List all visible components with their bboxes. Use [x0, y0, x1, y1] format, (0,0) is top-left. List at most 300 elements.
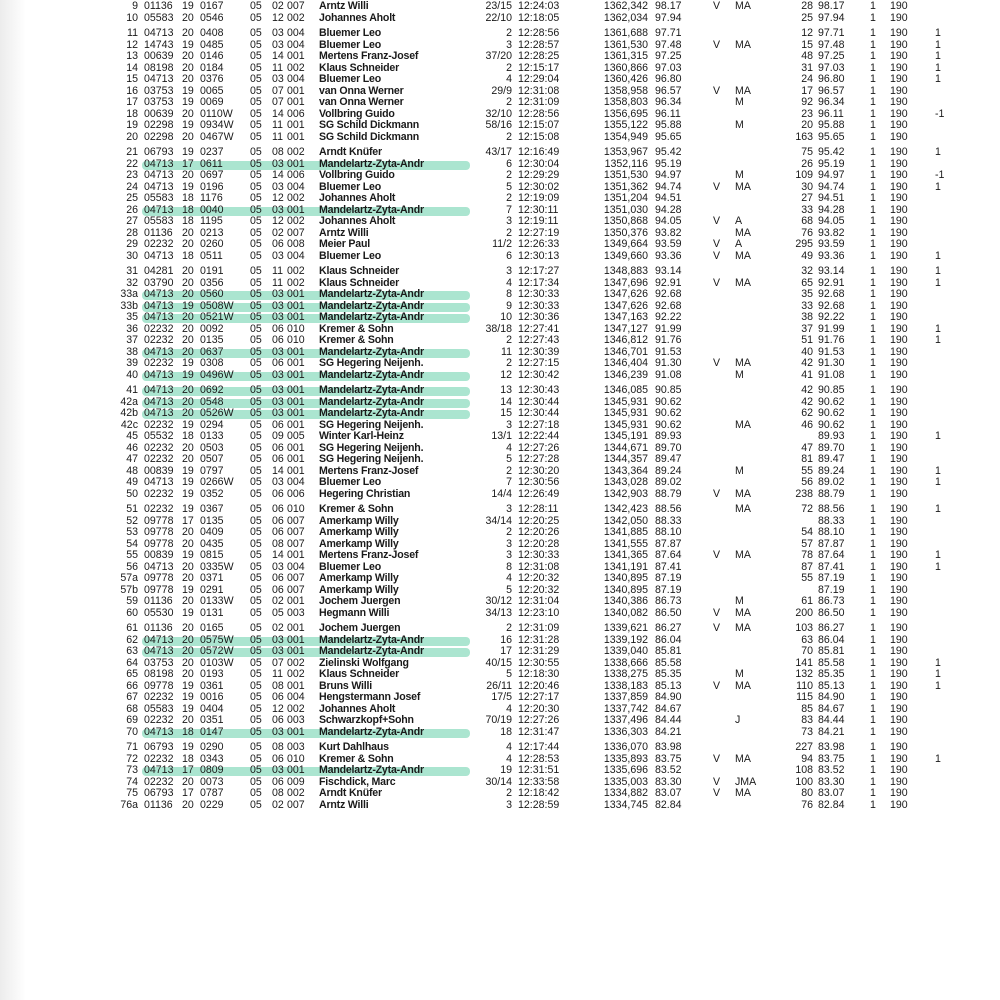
position-cell: 19: [500, 764, 512, 776]
ring-year-cell: 20: [182, 311, 194, 323]
percent-repeat-cell: 89.47: [818, 453, 845, 465]
arrival-time-cell: 12:29:29: [518, 169, 560, 181]
points-cell: 70: [801, 645, 813, 657]
region-cell: 05: [250, 775, 262, 788]
speed-cell: 1344,357: [603, 453, 648, 465]
speed-cell: 1356,695: [603, 107, 648, 120]
position-cell: 2: [506, 226, 512, 239]
fancier-code-cell: 010: [287, 334, 305, 346]
points-cell: 81: [801, 453, 813, 465]
count-cell: 1: [870, 714, 876, 726]
ring-number-cell: 0809: [200, 764, 224, 776]
percent-repeat-cell: 91.08: [818, 368, 845, 381]
speed-cell: 1358,958: [603, 84, 648, 97]
arrival-time-cell: 12:15:17: [518, 61, 560, 74]
member-number-cell: 04713: [144, 725, 174, 738]
fancier-name-cell: Jochem Juergen: [319, 595, 401, 607]
rank-cell: 30: [126, 249, 138, 262]
region-cell: 05: [250, 453, 262, 465]
fancier-name-cell: Bluemer Leo: [319, 560, 381, 573]
ring-number-cell: 0135: [200, 334, 224, 346]
count-cell: 1: [870, 441, 876, 454]
total-cell: 190: [890, 606, 908, 619]
speed-cell: 1349,660: [603, 249, 648, 262]
speed-cell: 1343,364: [603, 464, 648, 477]
region-cell: 05: [250, 249, 262, 262]
m-flag-cell: MA: [735, 503, 751, 515]
extra-cell: 1: [935, 61, 941, 74]
rank-cell: 46: [126, 441, 138, 454]
percent-repeat-cell: 92.68: [818, 299, 845, 312]
rank-cell: 66: [126, 679, 138, 692]
speed-cell: 1336,070: [603, 741, 648, 753]
count-cell: 1: [870, 276, 876, 289]
percent-cell: 92.91: [655, 276, 682, 289]
fancier-name-cell: Kremer & Sohn: [319, 752, 394, 765]
region-cell: 05: [250, 322, 262, 335]
points-cell: 57: [801, 537, 813, 550]
m-flag-cell: MA: [735, 357, 751, 369]
points-cell: 42: [801, 357, 813, 369]
percent-cell: 96.80: [655, 73, 682, 85]
arrival-time-cell: 12:30:43: [518, 384, 560, 396]
total-cell: 190: [890, 787, 908, 799]
club-cell: 02: [272, 595, 284, 607]
position-cell: 2: [506, 357, 512, 369]
fancier-code-cell: 002: [287, 787, 305, 799]
percent-cell: 94.51: [655, 192, 682, 204]
count-cell: 1: [870, 476, 876, 488]
percent-repeat-cell: 86.50: [818, 606, 845, 619]
ring-year-cell: 20: [182, 560, 194, 573]
ring-number-cell: 0191: [200, 265, 224, 277]
rank-cell: 31: [126, 265, 138, 277]
fancier-code-cell: 001: [287, 50, 305, 62]
position-cell: 9: [506, 299, 512, 312]
points-cell: 48: [801, 50, 813, 62]
rank-cell: 67: [126, 691, 138, 703]
points-cell: 26: [801, 157, 813, 170]
points-cell: 37: [801, 322, 813, 335]
m-flag-cell: MA: [735, 226, 751, 239]
percent-cell: 88.10: [655, 526, 682, 538]
member-number-cell: 09778: [144, 583, 174, 596]
region-cell: 05: [250, 146, 262, 158]
points-cell: 87: [801, 560, 813, 573]
member-number-cell: 02232: [144, 487, 174, 500]
arrival-time-cell: 12:27:26: [518, 714, 560, 726]
ring-number-cell: 0335W: [200, 560, 234, 573]
club-cell: 06: [272, 357, 284, 369]
position-cell: 2: [506, 169, 512, 181]
club-cell: 02: [272, 226, 284, 239]
percent-repeat-cell: 88.33: [818, 514, 845, 527]
club-cell: 03: [272, 368, 284, 381]
total-cell: 190: [890, 702, 908, 715]
region-cell: 05: [250, 645, 262, 657]
member-number-cell: 06793: [144, 741, 174, 753]
points-cell: 38: [801, 311, 813, 323]
speed-cell: 1362,342: [603, 0, 648, 12]
member-number-cell: 03753: [144, 656, 174, 669]
percent-cell: 89.70: [655, 441, 682, 454]
ring-year-cell: 18: [182, 752, 194, 765]
fancier-name-cell: Klaus Schneider: [319, 265, 400, 277]
fancier-name-cell: SG Hegering Neijenh.: [319, 418, 424, 431]
position-cell: 3: [506, 215, 512, 227]
position-cell: 40/15: [485, 656, 512, 669]
count-cell: 1: [870, 299, 876, 312]
ring-year-cell: 18: [182, 249, 194, 262]
ring-number-cell: 0611: [200, 157, 223, 170]
points-cell: 20: [801, 119, 813, 131]
arrival-time-cell: 12:28:59: [518, 798, 560, 811]
points-cell: 46: [801, 418, 813, 431]
fancier-code-cell: 001: [287, 288, 305, 300]
rank-cell: 64: [126, 656, 138, 669]
speed-cell: 1337,859: [603, 691, 648, 703]
ring-year-cell: 19: [182, 549, 194, 561]
total-cell: 190: [890, 714, 908, 726]
table-row: [0, 454, 1000, 466]
region-cell: 05: [250, 130, 262, 143]
speed-cell: 1350,868: [603, 215, 648, 227]
club-cell: 06: [272, 503, 284, 515]
percent-cell: 94.74: [655, 180, 682, 193]
m-flag-cell: MA: [735, 787, 751, 799]
region-cell: 05: [250, 606, 262, 619]
member-number-cell: 01136: [144, 622, 173, 634]
rank-cell: 51: [126, 503, 138, 515]
ring-number-cell: 0560: [200, 288, 224, 300]
percent-cell: 90.62: [655, 395, 682, 408]
v-flag-cell: V: [713, 606, 721, 619]
rank-cell: 68: [126, 702, 138, 715]
percent-cell: 94.28: [655, 203, 682, 216]
ring-number-cell: 0110W: [200, 107, 233, 120]
percent-repeat-cell: 86.73: [818, 595, 845, 607]
table-row: [0, 608, 1000, 620]
percent-cell: 87.19: [655, 583, 682, 596]
points-cell: 75: [801, 146, 813, 158]
percent-cell: 92.68: [655, 299, 682, 312]
ring-number-cell: 0787: [200, 787, 224, 799]
fancier-code-cell: 002: [287, 215, 305, 227]
count-cell: 1: [870, 702, 876, 715]
club-cell: 07: [272, 656, 284, 669]
region-cell: 05: [250, 725, 262, 738]
count-cell: 1: [870, 430, 876, 442]
percent-cell: 87.19: [655, 572, 682, 584]
speed-cell: 1360,426: [603, 73, 648, 85]
member-number-cell: 05583: [144, 192, 174, 204]
arrival-time-cell: 12:15:07: [518, 119, 560, 131]
speed-cell: 1339,040: [603, 645, 648, 657]
fancier-name-cell: van Onna Werner: [319, 84, 404, 97]
count-cell: 1: [870, 606, 876, 619]
count-cell: 1: [870, 645, 876, 657]
m-flag-cell: MA: [735, 0, 751, 12]
arrival-time-cell: 12:23:10: [518, 606, 560, 619]
member-number-cell: 04713: [144, 633, 174, 646]
count-cell: 1: [870, 691, 876, 703]
position-cell: 22/10: [485, 11, 512, 24]
points-cell: 115: [796, 691, 813, 703]
percent-repeat-cell: 87.19: [818, 572, 845, 584]
position-cell: 11/2: [492, 238, 512, 250]
percent-cell: 98.17: [655, 0, 682, 12]
rank-cell: 27: [126, 215, 138, 227]
total-cell: 190: [890, 764, 908, 776]
fancier-name-cell: Kremer & Sohn: [319, 334, 394, 346]
total-cell: 190: [890, 476, 908, 488]
region-cell: 05: [250, 84, 262, 97]
percent-cell: 87.87: [655, 537, 682, 550]
ring-number-cell: 0376: [200, 73, 224, 85]
fancier-name-cell: Klaus Schneider: [319, 276, 400, 289]
extra-cell: 1: [935, 73, 941, 85]
percent-repeat-cell: 85.81: [818, 645, 845, 657]
rank-cell: 71: [126, 741, 138, 753]
club-cell: 03: [272, 633, 284, 646]
speed-cell: 1339,621: [603, 622, 648, 634]
club-cell: 07: [272, 84, 284, 97]
member-number-cell: 01136: [144, 226, 173, 239]
club-cell: 06: [272, 453, 284, 465]
count-cell: 1: [870, 311, 876, 323]
position-cell: 4: [506, 276, 512, 289]
member-number-cell: 04713: [144, 384, 174, 396]
rank-cell: 53: [126, 526, 138, 538]
ring-year-cell: 20: [182, 27, 194, 39]
fancier-code-cell: 007: [287, 572, 305, 584]
rank-cell: 22: [126, 157, 138, 170]
count-cell: 1: [870, 238, 876, 250]
fancier-code-cell: 001: [287, 384, 305, 396]
club-cell: 08: [272, 741, 284, 753]
fancier-name-cell: Bluemer Leo: [319, 73, 381, 85]
region-cell: 05: [250, 503, 262, 515]
fancier-name-cell: Mandelartz-Zyta-Andr: [319, 407, 424, 419]
position-cell: 37/20: [485, 50, 512, 62]
arrival-time-cell: 12:28:53: [518, 752, 560, 765]
points-cell: 238: [795, 487, 813, 500]
ring-year-cell: 19: [182, 38, 194, 51]
member-number-cell: 04713: [144, 560, 174, 573]
extra-cell: -1: [935, 107, 945, 120]
rank-cell: 33a: [120, 288, 138, 300]
extra-cell: 1: [935, 430, 941, 442]
fancier-code-cell: 007: [287, 526, 305, 538]
fancier-name-cell: Mandelartz-Zyta-Andr: [319, 395, 424, 408]
fancier-name-cell: Mandelartz-Zyta-Andr: [319, 764, 424, 776]
arrival-time-cell: 12:31:04: [518, 595, 560, 607]
percent-cell: 84.44: [655, 714, 682, 726]
fancier-name-cell: Mertens Franz-Josef: [319, 549, 419, 561]
member-number-cell: 02298: [144, 119, 174, 131]
rank-cell: 40: [126, 368, 138, 381]
table-row: [0, 623, 1000, 635]
points-cell: 23: [801, 107, 813, 120]
fancier-name-cell: Mandelartz-Zyta-Andr: [319, 368, 424, 381]
ring-year-cell: 19: [182, 691, 194, 703]
member-number-cell: 08198: [144, 668, 174, 680]
ring-number-cell: 0237: [200, 146, 224, 158]
speed-cell: 1354,949: [603, 130, 648, 143]
table-row: [0, 170, 1000, 182]
percent-repeat-cell: 95.19: [818, 157, 845, 170]
position-cell: 12: [500, 368, 512, 381]
table-row: [0, 251, 1000, 263]
speed-cell: 1348,883: [603, 265, 648, 277]
club-cell: 03: [272, 157, 284, 170]
percent-repeat-cell: 92.68: [818, 288, 845, 300]
m-flag-cell: M: [735, 595, 744, 607]
percent-cell: 91.08: [655, 368, 682, 381]
m-flag-cell: MA: [735, 84, 751, 97]
member-number-cell: 09778: [144, 537, 174, 550]
table-row: [0, 573, 1000, 585]
member-number-cell: 02298: [144, 130, 174, 143]
fancier-name-cell: Mandelartz-Zyta-Andr: [319, 345, 424, 358]
fancier-name-cell: Arntz Willi: [319, 0, 369, 12]
points-cell: 40: [801, 345, 813, 358]
position-cell: 34/13: [485, 606, 512, 619]
position-cell: 70/19: [485, 714, 512, 726]
v-flag-cell: V: [713, 787, 721, 799]
rank-cell: 57b: [120, 583, 138, 596]
club-cell: 03: [272, 407, 284, 419]
count-cell: 1: [870, 384, 876, 396]
count-cell: 1: [870, 169, 876, 181]
points-cell: 76: [801, 798, 813, 811]
region-cell: 05: [250, 787, 262, 799]
ring-year-cell: 18: [182, 725, 194, 738]
fancier-name-cell: Schwarzkopf+Sohn: [319, 714, 414, 726]
speed-cell: 1342,423: [603, 503, 648, 515]
position-cell: 13/1: [491, 430, 512, 442]
points-cell: 12: [801, 27, 813, 39]
fancier-code-cell: 007: [287, 583, 305, 596]
total-cell: 190: [890, 299, 908, 312]
ring-year-cell: 20: [182, 288, 194, 300]
points-cell: 85: [801, 702, 813, 715]
rank-cell: 36: [126, 322, 138, 335]
rank-cell: 35: [126, 311, 138, 323]
rank-cell: 70: [126, 725, 138, 738]
region-cell: 05: [250, 537, 262, 550]
speed-cell: 1345,931: [603, 395, 648, 408]
fancier-name-cell: Johannes Aholt: [319, 215, 396, 227]
v-flag-cell: V: [713, 487, 721, 500]
rank-cell: 10: [126, 11, 138, 24]
ring-number-cell: 0408: [200, 27, 224, 39]
rank-cell: 13: [126, 50, 138, 62]
rank-cell: 75: [126, 787, 138, 799]
percent-cell: 94.97: [655, 169, 682, 181]
ring-year-cell: 19: [182, 119, 194, 131]
speed-cell: 1346,085: [603, 384, 648, 396]
rank-cell: 19: [126, 119, 138, 131]
club-cell: 06: [272, 334, 284, 346]
count-cell: 1: [870, 514, 876, 527]
speed-cell: 1351,204: [603, 192, 648, 204]
ring-year-cell: 19: [182, 418, 194, 431]
rank-cell: 28: [126, 226, 138, 239]
fancier-name-cell: Bluemer Leo: [319, 476, 381, 488]
region-cell: 05: [250, 50, 262, 62]
points-cell: 56: [801, 476, 813, 488]
percent-cell: 93.59: [655, 238, 682, 250]
rank-cell: 72: [126, 752, 138, 765]
club-cell: 11: [272, 61, 283, 74]
speed-cell: 1347,626: [603, 299, 648, 312]
ring-number-cell: 0521W: [200, 311, 234, 323]
m-flag-cell: M: [735, 119, 744, 131]
m-flag-cell: M: [735, 96, 744, 108]
ring-year-cell: 20: [182, 395, 194, 408]
percent-repeat-cell: 87.41: [818, 560, 845, 573]
percent-cell: 83.30: [655, 775, 682, 788]
table-row: [0, 370, 1000, 382]
ring-year-cell: 20: [182, 384, 194, 396]
position-cell: 7: [506, 203, 512, 216]
speed-cell: 1347,626: [603, 288, 648, 300]
points-cell: 108: [795, 764, 813, 776]
fancier-name-cell: Mandelartz-Zyta-Andr: [319, 157, 424, 170]
member-number-cell: 00639: [144, 50, 174, 62]
count-cell: 1: [870, 395, 876, 408]
total-cell: 190: [890, 203, 908, 216]
rank-cell: 11: [127, 27, 138, 39]
ring-number-cell: 0351: [200, 714, 224, 726]
arrival-time-cell: 12:30:36: [518, 311, 560, 323]
member-number-cell: 01136: [144, 0, 173, 12]
ring-year-cell: 19: [182, 503, 194, 515]
fancier-code-cell: 001: [287, 299, 305, 312]
m-flag-cell: MA: [735, 487, 751, 500]
ring-number-cell: 0797: [200, 464, 224, 477]
points-cell: 41: [801, 368, 813, 381]
speed-cell: 1353,967: [603, 146, 648, 158]
fancier-code-cell: 002: [287, 702, 305, 715]
points-cell: 163: [795, 130, 813, 143]
total-cell: 190: [890, 192, 908, 204]
percent-repeat-cell: 97.03: [818, 61, 845, 74]
club-cell: 12: [272, 702, 284, 715]
extra-cell: 1: [935, 27, 941, 39]
percent-repeat-cell: 92.22: [818, 311, 845, 323]
club-cell: 06: [272, 487, 284, 500]
position-cell: 2: [506, 130, 512, 143]
total-cell: 190: [890, 73, 908, 85]
table-row: [0, 13, 1000, 25]
member-number-cell: 05583: [144, 702, 174, 715]
arrival-time-cell: 12:27:17: [518, 691, 560, 703]
ring-year-cell: 20: [182, 226, 194, 239]
ring-year-cell: 19: [182, 357, 194, 369]
region-cell: 05: [250, 714, 262, 726]
total-cell: 190: [890, 334, 908, 346]
percent-repeat-cell: 84.44: [818, 714, 845, 726]
rank-cell: 17: [126, 96, 138, 108]
count-cell: 1: [870, 775, 876, 788]
table-row: [0, 800, 1000, 812]
ring-year-cell: 20: [182, 276, 194, 289]
ring-year-cell: 20: [182, 526, 194, 538]
table-row: [0, 727, 1000, 739]
ring-number-cell: 1176: [200, 192, 223, 204]
